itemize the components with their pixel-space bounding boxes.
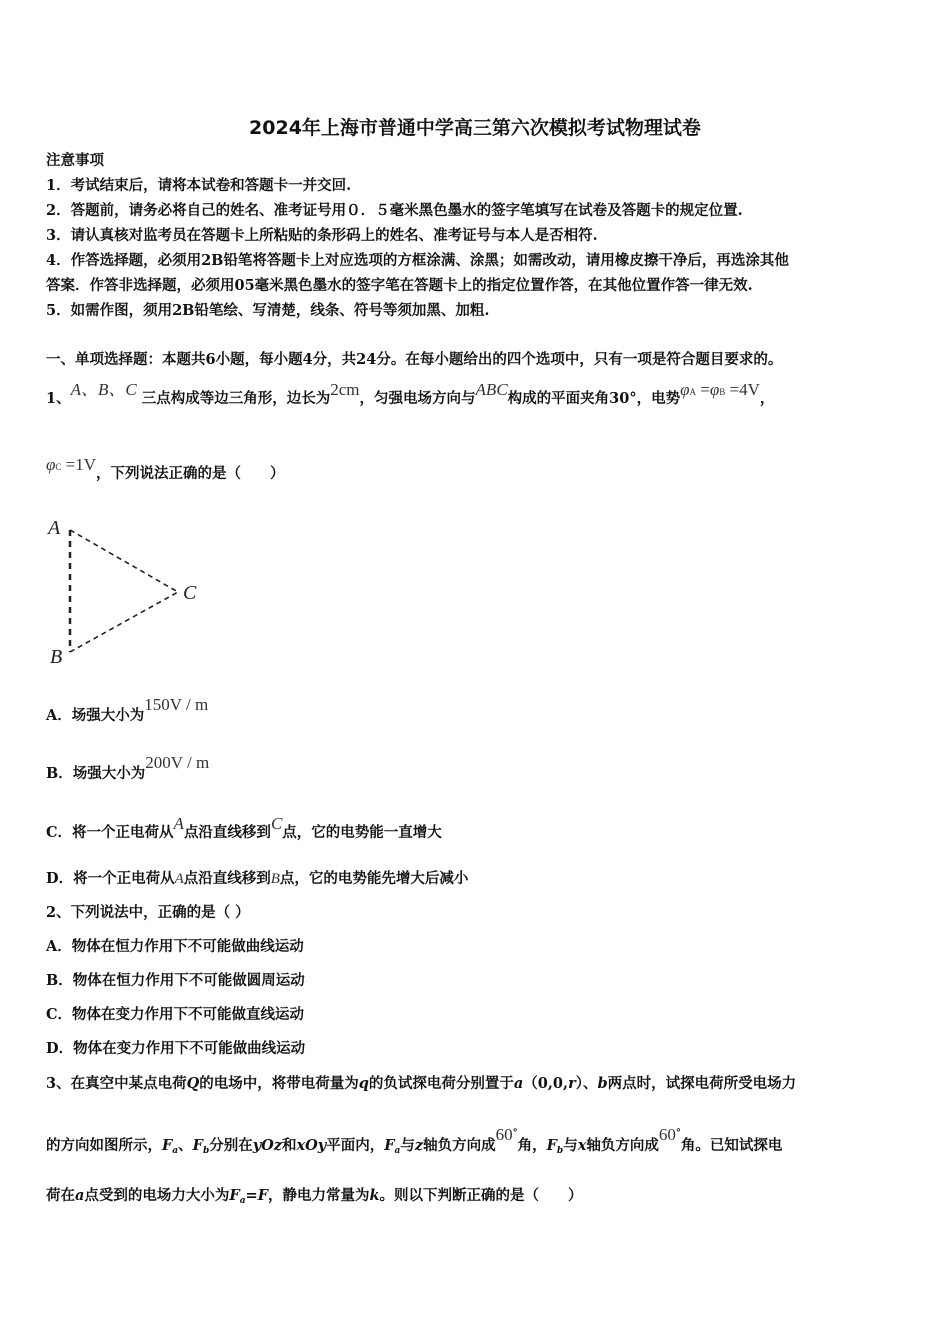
q3-text: 和 bbox=[282, 1137, 297, 1154]
q2-stem: 2、下列说法中，正确的是（ ） bbox=[46, 904, 250, 921]
section-heading: 一、单项选择题：本题共6小题，每小题4分，共24分。在每小题给出的四个选项中，只有一项是符合题目要求的。 bbox=[46, 351, 783, 368]
math-var: b bbox=[597, 1075, 608, 1092]
math-sub: a bbox=[239, 1196, 246, 1206]
math-point: C bbox=[270, 814, 283, 833]
math-eq: =4V bbox=[725, 380, 760, 399]
q3-text: ，静电力常量为 bbox=[268, 1187, 370, 1204]
math-angle: 60 bbox=[658, 1125, 676, 1144]
q3-text: 平面内， bbox=[326, 1137, 385, 1154]
option-label: A．场强大小为 bbox=[46, 707, 145, 724]
q3-text: 3、在真空中某点电荷 bbox=[46, 1075, 187, 1092]
q1-option-c[interactable] bbox=[46, 814, 442, 843]
math-degree: ° bbox=[675, 1128, 681, 1139]
option-text: 点，它的电势能一直增大 bbox=[282, 824, 442, 841]
q3-text: 荷在 bbox=[46, 1187, 75, 1204]
page-title: 2024年上海市普通中学高三第六次模拟考试物理试卷 bbox=[249, 117, 701, 139]
q3-text: ）、 bbox=[575, 1075, 598, 1092]
math-var: k bbox=[369, 1187, 380, 1204]
triangle-figure bbox=[40, 510, 220, 675]
math-phi: φ bbox=[680, 380, 690, 399]
q2-option-d[interactable]: D．物体在变力作用下不可能做曲线运动 bbox=[46, 1040, 306, 1057]
option-label: B．场强大小为 bbox=[46, 765, 146, 782]
math-point: A bbox=[174, 871, 184, 887]
notice-item: 3．请认真核对监考员在答题卡上所粘贴的条形码上的姓名、准考证号与本人是否相符. bbox=[46, 227, 598, 244]
math-sub: A bbox=[689, 387, 696, 397]
math-sub: B bbox=[719, 387, 726, 397]
q3-stem bbox=[46, 1074, 796, 1094]
option-text: C．将一个正电荷从 bbox=[46, 824, 174, 841]
q1-text: 构成的平面夹角30°，电势 bbox=[507, 390, 681, 407]
notice-item: 4．作答选择题，必须用2B铅笔将答题卡上对应选项的方框涂满、涂黑；如需改动，请用橡皮擦干净后，再选涂其他 bbox=[46, 252, 789, 269]
math-sub: C bbox=[55, 462, 62, 472]
option-text: 点，它的电势能先增大后减小 bbox=[279, 870, 469, 887]
math-var: xOy bbox=[296, 1137, 327, 1154]
q2-option-b[interactable]: B．物体在恒力作用下不可能做圆周运动 bbox=[46, 972, 305, 989]
math-var: Q bbox=[186, 1075, 200, 1092]
option-text: D．将一个正电荷从 bbox=[46, 870, 175, 887]
math-degree: ° bbox=[512, 1128, 518, 1139]
math-points: A、B、C bbox=[70, 380, 137, 399]
edge-bc bbox=[70, 592, 178, 652]
notice-heading: 注意事项 bbox=[46, 152, 104, 169]
q3-text: 两点时，试探电荷所受电场力 bbox=[607, 1075, 797, 1092]
q1-stem bbox=[46, 380, 775, 410]
math-var: q bbox=[358, 1075, 369, 1092]
q3-text: 与 bbox=[563, 1137, 578, 1154]
q3-text: 点受到的电场力大小为 bbox=[84, 1187, 230, 1204]
q3-text: 的方向如图所示， bbox=[46, 1137, 162, 1154]
math-angle: 60 bbox=[495, 1125, 513, 1144]
math-var: a bbox=[513, 1075, 524, 1092]
vertex-b-label: B bbox=[50, 646, 63, 668]
q3-text: 的负试探电荷分别置于 bbox=[368, 1075, 514, 1092]
option-value: 200V / m bbox=[145, 753, 210, 772]
math-var: r bbox=[568, 1075, 576, 1092]
notice-item: 答案．作答非选择题，必须用05毫米黑色墨水的签字笔在答题卡上的指定位置作答，在其他位置作答一律无效. bbox=[46, 277, 753, 294]
math-eq: = bbox=[696, 380, 710, 399]
math-var: a bbox=[75, 1187, 85, 1204]
math-var: F bbox=[229, 1187, 240, 1204]
math-var: z bbox=[414, 1137, 424, 1154]
math-var: F bbox=[162, 1137, 173, 1154]
math-sub: b bbox=[202, 1146, 210, 1156]
q1-text: ，下列说法正确的是（ ） bbox=[96, 465, 285, 482]
math-var: x bbox=[577, 1137, 587, 1154]
q1-text: ，匀强电场方向与 bbox=[359, 390, 476, 407]
q3-text: （0,0, bbox=[523, 1075, 569, 1092]
math-point: A bbox=[173, 814, 184, 833]
q3-text: 。则以下判断正确的是（ ） bbox=[379, 1187, 583, 1204]
math-phi: φ bbox=[709, 380, 720, 399]
q1-text: 三点构成等边三角形，边长为 bbox=[141, 390, 331, 407]
q1-stem-cont bbox=[46, 455, 285, 485]
vertex-a-label: A bbox=[48, 517, 61, 539]
option-text: 点沿直线移到 bbox=[183, 870, 271, 887]
math-var: F bbox=[192, 1137, 203, 1154]
q3-text: 分别在 bbox=[209, 1137, 253, 1154]
math-var: F bbox=[546, 1137, 557, 1154]
q2-option-a[interactable]: A．物体在恒力作用下不可能做曲线运动 bbox=[46, 938, 304, 955]
option-text: 点沿直线移到 bbox=[183, 824, 271, 841]
math-sub: b bbox=[556, 1146, 564, 1156]
notice-item: 5．如需作图，须用2B铅笔绘、写清楚，线条、符号等须加黑、加粗. bbox=[46, 302, 490, 319]
q3-text: 轴负方向成 bbox=[586, 1137, 659, 1154]
math-sub: a bbox=[394, 1146, 401, 1156]
math-eq: =1V bbox=[61, 455, 97, 474]
q3-text: 与 bbox=[400, 1137, 415, 1154]
option-value: 150V / m bbox=[144, 695, 209, 714]
q1-option-d[interactable] bbox=[46, 869, 468, 889]
notice-item: 2．答题前，请务必将自己的姓名、准考证号用０．５毫米黑色墨水的签字笔填写在试卷及答题卡的规定位置. bbox=[46, 202, 743, 219]
math-plane: ABC bbox=[475, 380, 508, 399]
notice-item: 1．考试结束后，请将本试卷和答题卡一并交回. bbox=[46, 177, 352, 194]
q2-option-c[interactable]: C．物体在变力作用下不可能做直线运动 bbox=[46, 1006, 305, 1023]
q3-text: 角。已知试探电 bbox=[680, 1137, 783, 1154]
math-phi: φ bbox=[46, 455, 56, 474]
q3-stem-cont bbox=[46, 1125, 783, 1158]
q3-text: 角， bbox=[517, 1137, 547, 1154]
math-side-length: 2cm bbox=[330, 380, 360, 399]
math-var: =F bbox=[245, 1187, 268, 1204]
q3-text: 、 bbox=[178, 1137, 193, 1154]
vertex-c-label: C bbox=[183, 582, 197, 604]
q1-option-b[interactable] bbox=[46, 753, 210, 784]
math-var: yOz bbox=[252, 1137, 283, 1154]
q3-text: 轴负方向成 bbox=[423, 1137, 496, 1154]
math-sub: a bbox=[172, 1146, 179, 1156]
q1-text: ， bbox=[759, 390, 775, 407]
q3-text: 的电场中，将带电荷量为 bbox=[199, 1075, 359, 1092]
math-var: F bbox=[384, 1137, 395, 1154]
q3-stem-cont2 bbox=[46, 1186, 583, 1208]
q1-number: 1、 bbox=[46, 390, 71, 407]
math-point: B bbox=[270, 871, 280, 887]
edge-ac bbox=[70, 530, 178, 592]
q1-option-a[interactable] bbox=[46, 695, 209, 726]
